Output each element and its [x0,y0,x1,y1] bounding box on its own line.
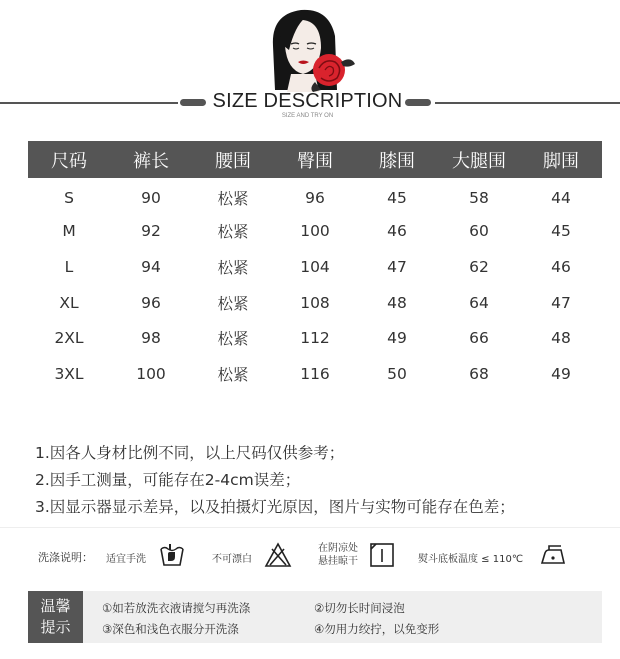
size-table [28,141,602,392]
table-cell: 104 [300,257,330,276]
table-cell: 47 [387,257,407,276]
portrait-illustration [265,6,357,92]
care-instructions [0,535,620,577]
table-cell: S [64,188,74,207]
table-cell: 46 [387,222,407,241]
column-header: 膝围 [356,141,438,178]
table-cell: 松紧 [217,365,249,384]
table-cell: 92 [141,222,161,241]
table-cell: 66 [469,329,489,348]
table-cell: 松紧 [217,223,249,242]
tips-heading-line2: 提示 [40,618,71,636]
table-cell: 44 [551,188,571,207]
table-cell: 49 [387,329,407,348]
size-table-header [28,141,602,178]
hand-wash-icon [158,541,186,569]
table-cell: 90 [141,188,161,207]
table-cell: 48 [387,293,407,312]
table-cell: 96 [305,188,325,207]
table-cell: 3XL [54,364,84,383]
tip-item: ①如若放洗衣液请搅匀再洗涤 [102,601,251,615]
page-subtitle: SIZE AND TRY ON [281,113,334,119]
table-cell: 98 [141,329,161,348]
table-row [28,356,602,392]
column-header: 裤长 [110,141,192,178]
care-text-line-dry [318,542,358,568]
table-cell: 48 [551,329,571,348]
table-cell: 62 [469,257,489,276]
divider [0,527,620,528]
table-cell: L [64,257,74,276]
table-cell: 108 [300,293,330,312]
table-cell: 112 [300,329,330,348]
table-cell: 94 [141,257,161,276]
table-cell: 100 [300,222,330,241]
table-cell: 96 [141,293,161,312]
table-cell: 45 [387,188,407,207]
table-row [28,285,602,321]
note-item: 2.因手工测量，可能存在2-4cm误差； [35,471,301,489]
table-cell: 58 [469,188,489,207]
table-cell: 47 [551,293,571,312]
note-item: 3.因显示器显示差异，以及拍摄灯光原因，图片与实物可能存在色差； [35,498,515,516]
table-cell: XL [59,293,79,312]
tips-panel [28,591,602,643]
tips-heading-line1: 温馨 [40,597,71,615]
column-header: 腰围 [192,141,274,178]
tip-item: ④勿用力绞拧，以免变形 [314,622,440,636]
table-row [28,214,602,250]
iron-low-icon [539,541,567,569]
care-text-line-dry-1: 在阴凉处 [318,543,358,554]
page-title: SIZE DESCRIPTION [212,90,403,112]
title-dash-left [180,99,206,106]
column-header: 脚围 [520,141,602,178]
care-text-iron: 熨斗底板温度 ≤ 110℃ [418,554,524,565]
table-cell: 68 [469,364,489,383]
table-row [28,320,602,356]
table-cell: 64 [469,293,489,312]
table-cell: 松紧 [217,189,249,208]
table-cell: 50 [387,364,407,383]
care-text-no-bleach: 不可漂白 [212,554,252,565]
column-header: 大腿围 [438,141,520,178]
tips-heading [28,591,83,643]
table-cell: 116 [300,364,330,383]
table-cell: 2XL [54,329,84,348]
title-dash-right [405,99,431,106]
no-bleach-icon [264,541,292,569]
notes-list [35,440,595,521]
title-rule-right [435,102,620,104]
care-text-line-dry-2: 悬挂晾干 [318,556,358,567]
table-cell: 100 [136,364,166,383]
table-cell: 松紧 [217,330,249,349]
care-label: 洗涤说明： [38,551,93,564]
table-cell: 45 [551,222,571,241]
table-cell: 46 [551,257,571,276]
column-header: 尺码 [28,141,110,178]
table-row [28,178,602,214]
table-cell: 松紧 [217,258,249,277]
table-cell: 49 [551,364,571,383]
tip-item: ③深色和浅色衣服分开洗涤 [102,622,239,636]
tip-item: ②切勿长时间浸泡 [314,601,405,615]
table-cell: M [62,222,76,241]
title-rule-left [0,102,178,104]
note-item: 1.因各人身材比例不同，以上尺码仅供参考； [35,444,345,462]
column-header: 臀围 [274,141,356,178]
table-cell: 60 [469,222,489,241]
table-cell: 松紧 [217,294,249,313]
care-text-hand-wash: 适宜手洗 [106,554,146,565]
line-dry-shade-icon [369,542,395,568]
table-row [28,249,602,285]
